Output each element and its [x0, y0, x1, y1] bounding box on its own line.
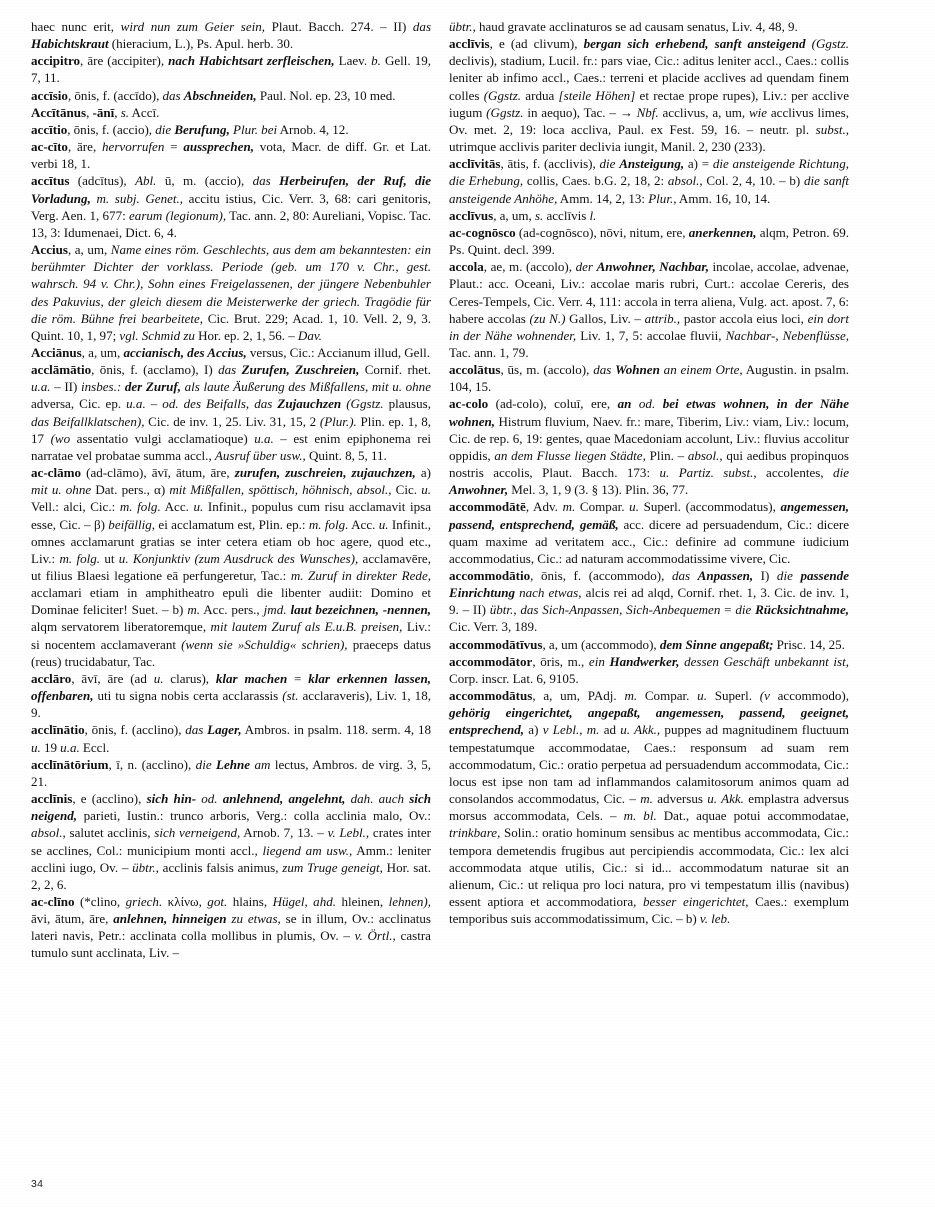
dictionary-entry: haec nunc erit, wird nun zum Geier sein, Plaut. Bacch. 274. – II) das Habichtskraut (hieracium, L.), Ps. Apul. herb. 30.	[31, 19, 432, 52]
dictionary-entry: acclāmātio, ōnis, f. (acclamo), I) das Zurufen, Zuschreien, Cornif. rhet. u.a. – II) insbes.: der Zuruf, als laute Äußerung des Mißfallens, mit u. ohne adversa, Cic. ep. u.a. – od. des Beifalls, das Zujauchzen (Ggstz. plausus, das Beifallklatschen), Cic. de inv. 1, 25. Liv. 31, 15, 2 (Plur.). Plin. ep. 1, 8, 17 (wo assentatio vulgi acclamatioque) u.a. – est enim epiphonema rei narratae vel probatae summa accl., Ausruf über usw., Quint. 8, 5, 11.	[31, 362, 431, 463]
dictionary-entry: accommodātor, ōris, m., ein Handwerker, dessen Geschäft unbekannt ist, Corp. inscr. Lat. 6, 9105.	[449, 653, 849, 686]
dictionary-entry: acclāro, āvī, āre (ad u. clarus), klar machen = klar erkennen lassen, offenbaren, uti tu signa nobis certa acclarassis (st. acclaraveris), Liv. 1, 18, 9.	[31, 670, 431, 721]
dictionary-entry: ac-cognōsco (ad-cognōsco), nōvi, nitum, ere, anerkennen, alqm, Petron. 69. Ps. Quint. decl. 399.	[449, 224, 850, 258]
dictionary-entry: accītio, ōnis, f. (accio), die Berufung, Plur. bei Arnob. 4, 12.	[31, 121, 349, 137]
dictionary-entry: accītus (adcītus), Abl. ū, m. (accio), das Herbeirufen, der Ruf, die Vorladung, m. subj. Genet., accitu istius, Cic. Verr. 3, 68: cari genitoris, Verg. Aen. 1, 677: earum (legionum), Tac. ann. 2, 80: Aureliani, Vopisc. Tac. 13, 3: Idumenaei, Dict. 6, 4.	[31, 173, 432, 240]
dictionary-entry: accipitro, āre (accipiter), nach Habichtsart zerfleischen, Laev. b. Gell. 19, 7, 11.	[31, 53, 431, 86]
dictionary-entry: acclīnātio, ōnis, f. (acclino), das Lager, Ambros. in psalm. 118. serm. 4, 18 u. 19 u.a. Eccl.	[31, 722, 431, 755]
dictionary-entry: accommodātio, ōnis, f. (accommodo), das Anpassen, I) die passende Einrichtung nach etwas, alcis rei ad alqd, Cornif. rhet. 1, 3. Cic. de inv. 1, 9. – II) übtr., das Sich-Anpassen, Sich-Anbequemen = die Rücksichtnahme, Cic. Verr. 3, 189.	[449, 568, 850, 635]
dictionary-entry: acclīvitās, ātis, f. (acclivis), die Ansteigung, a) = die ansteigende Richtung, die Erhebung, collis, Caes. b.G. 2, 18, 2: absol., Col. 2, 4, 10. – b) die sanft ansteigende Anhöhe, Amm. 14, 2, 13: Plur., Amm. 16, 10, 14.	[449, 156, 849, 206]
dictionary-entry: acclīnātōrium, ī, n. (acclino), die Lehne am lectus, Ambros. de virg. 3, 5, 21.	[31, 756, 431, 789]
dictionary-entry: Accius, a, um, Name eines röm. Geschlechts, aus dem am bekanntesten: ein berühmter Dichter der vorklass. Periode (geb. um 170 v. Chr., gest. wahrsch. 94 v. Chr.), Sohn eines Freigelassenen, der jüngere Nebenbuhler des Pakuvius, der gleich diesem die Meisterwerke der griech. Tragödie für die röm. Bühne frei bearbeitete, Cic. Brut. 229; Acad. 1, 10. Vell. 2, 9, 3. Quint. 10, 1, 97; vgl. Schmid zu Hor. ep. 2, 1, 56. – Dav.	[31, 242, 432, 343]
folio-page-number: 34	[31, 1178, 44, 1190]
dictionary-entry: acclīnis, e (acclino), sich hin- od. anlehnend, angelehnt, dah. auch sich neigend, parieti, Iustin.: trunco arboris, Verg.: colla acclinia malo, Ov.: absol., salutet acclinis, sich verneigend, Arnob. 7, 13. – v. Lebl., crates inter se acclines, Col.: municipium monti accl., liegend am usw., Amm.: leniter acclini iugo, Ov. – übtr., acclinis falsis animus, zum Truge geneigt, Hor. sat. 2, 2, 6.	[31, 791, 432, 892]
dictionary-entry: accīsio, ōnis, f. (accīdo), das Abschneiden, Paul. Nol. ep. 23, 10 med.	[31, 87, 396, 103]
right-text-column	[449, 18, 849, 927]
two-column-text-body	[31, 18, 909, 1158]
dictionary-entry: Accītānus, -ānī, s. Accī.	[31, 104, 160, 120]
dictionary-entry: ac-clīno (*clino, griech. κλίνω, got. hlains, Hügel, ahd. hleinen, lehnen), āvi, ātum, āre, anlehnen, hinneigen zu etwas, se in illum, Ov.: acclinatus lateri navis, Petr.: acclinata colla mollibus in plumis, Ov. – v. Örtl., castra tumulo sunt acclinata, Liv. –	[31, 893, 432, 961]
dictionary-entry: accommodātīvus, a, um (accommodo), dem Sinne angepaßt; Prisc. 14, 25.	[449, 636, 845, 652]
dictionary-entry: accola, ae, m. (accolo), der Anwohner, Nachbar, incolae, accolae, advenae, Plaut.: acc. Oceani, Liv.: accolae maris rubri, Curt.: accolae Cereris, des Ceres-Tempels, Cic. Verr. 4, 111: accola in terra aliena, Vulg. act. apost. 7, 6: habere accolas (zu N.) Gallos, Liv. – attrib., pastor accola eius loci, ein dort in der Nähe wohnender, Liv. 1, 7, 5: accolae fluvii, Nachbar-, Nebenflüsse, Tac. ann. 1, 79.	[449, 259, 849, 360]
dictionary-entry: accommodātē, Adv. m. Compar. u. Superl. (accommodatus), angemessen, passend, entsprechend, gemäß, acc. dicere ad persuadendum, Cic.: dicere quam maxime ad veritatem acc., Cic.: definire ad commune iudicium accommodatius, Cic.: ad naturam accommodatissime vivere, Cic.	[449, 499, 849, 566]
dictionary-entry: ac-clāmo (ad-clāmo), āvī, ātum, āre, zurufen, zuschreien, zujauchzen, a) mit u. ohne Dat. pers., α) mit Mißfallen, spöttisch, höhnisch, absol., Cic. u. Vell.: alci, Cic.: m. folg. Acc. u. Infinit., populus cum risu acclamavit ipsa esse, Cic. – β) beifällig, ei acclamatum est, Plin. ep.: m. folg. Acc. u. Infinit., omnes acclamarunt gratias se inter cetera etiam ob hoc agere, quod etc., Liv.: m. folg. ut u. Konjunktiv (zum Ausdruck des Wunsches), acclamavēre, ut filius Blaesi legatione eā perfungeretur, Tac.: m. Zuruf in direkter Rede, acclamari etiam in amphitheatro epuli die libenter audiit: Domino et Dominae feliciter! Suet. – b) m. Acc. pers., jmd. laut bezeichnen, -nennen, alqm servatorem liberatoremque, mit lautem Zuruf als E.u.B. preisen, Liv.: si nocentem acclamaverant (wenn sie »Schuldig« schrien), praeceps datus (reus) trucidabatur, Tac.	[31, 465, 432, 669]
dictionary-entry: Acciānus, a, um, accianisch, des Accius, versus, Cic.: Accianum illud, Gell.	[31, 344, 430, 360]
left-text-column	[31, 18, 431, 962]
dictionary-entry: accolātus, ūs, m. (accolo), das Wohnen an einem Orte, Augustin. in psalm. 104, 15.	[449, 362, 850, 395]
dictionary-entry: acclīvis, e (ad clivum), bergan sich erhebend, sanft ansteigend (Ggstz. declivis), stadium, Lucil. fr.: pars viae, Cic.: aditus leniter accl., Caes.: collis leniter ab infimo accl., Caes.: terreni et placide acclives ad quendam finem colles (Ggstz. ardua [steile Höhen] et rectae prope rupes), Liv.: per acclive iugum (Ggstz. in aequo), Tac. – → Nbf. acclivus, a, um, wie acclivus limes, Ov. met. 2, 19: loca accliva, Paul. ex Fest. 59, 16. – neutr. pl. subst., utrimque acclivis pariter declivia iungit, Manil. 2, 230 (233).	[449, 36, 849, 155]
dictionary-entry: ac-colo (ad-colo), coluī, ere, an od. bei etwas wohnen, in der Nähe wohnen, Histrum fluvium, Naev. fr.: mare, Tiberim, Liv.: viam, Liv.: locum, Cic. de rep. 6, 19: gentes, quae Macedoniam accolunt, Liv.: fluvius accolitur oppidis, an dem Flusse liegen Städte, Plin. – absol., qui aedibus propinquos nostris accolis, Plaut. Bacch. 173: u. Partiz. subst., accolentes, die Anwohner, Mel. 3, 1, 9 (3. § 13). Plin. 36, 77.	[449, 396, 850, 498]
dictionary-entry: accommodātus, a, um, PAdj. m. Compar. u. Superl. (v accommodo), gehörig eingerichtet, angepaßt, angemessen, passend, geeignet, entsprechend, a) v Lebl., m. ad u. Akk., puppes ad magnitudinem fluctuum tempestatumque accommodatae, Caes.: responsum ad suam rem accommodatum, Cic.: oratio perpetua ad persuadendum accommodata, Cic.: locus est ipse non tam ad inflammandos calamitosorum animos quam ad consolandos accommodatus, Cic. – m. adversus u. Akk. emplastra adversus morsus accommodata, Cels. – m. bl. Dat., aquae potui accommodatae, trinkbare, Solin.: oratio hominum sensibus ac mentibus accommodata, Cic.: tempora demetendis frugibus aut percipiendis accommodata, Cic.: lex alci accommodata atque utilis, Cic.: si id... accommodatum naturae sit an alienum, Cic.: ut reliqua pro loci natura, pro vi tempestatum illis (navibus) essent aptiora et accommodatiora, besser eingerichtet, Caes.: exemplum temporibus suis accommodatissimum, Cic. – b) v. leb.	[449, 688, 850, 927]
dictionary-entry: acclīvus, a, um, s. acclīvis l.	[449, 207, 597, 223]
dictionary-entry: übtr., haud gravate acclinaturos se ad causam senatus, Liv. 4, 48, 9.	[449, 19, 798, 34]
dictionary-entry: ac-cīto, āre, hervorrufen = aussprechen, vota, Macr. de diff. Gr. et Lat. verbi 18, 1.	[31, 139, 431, 172]
